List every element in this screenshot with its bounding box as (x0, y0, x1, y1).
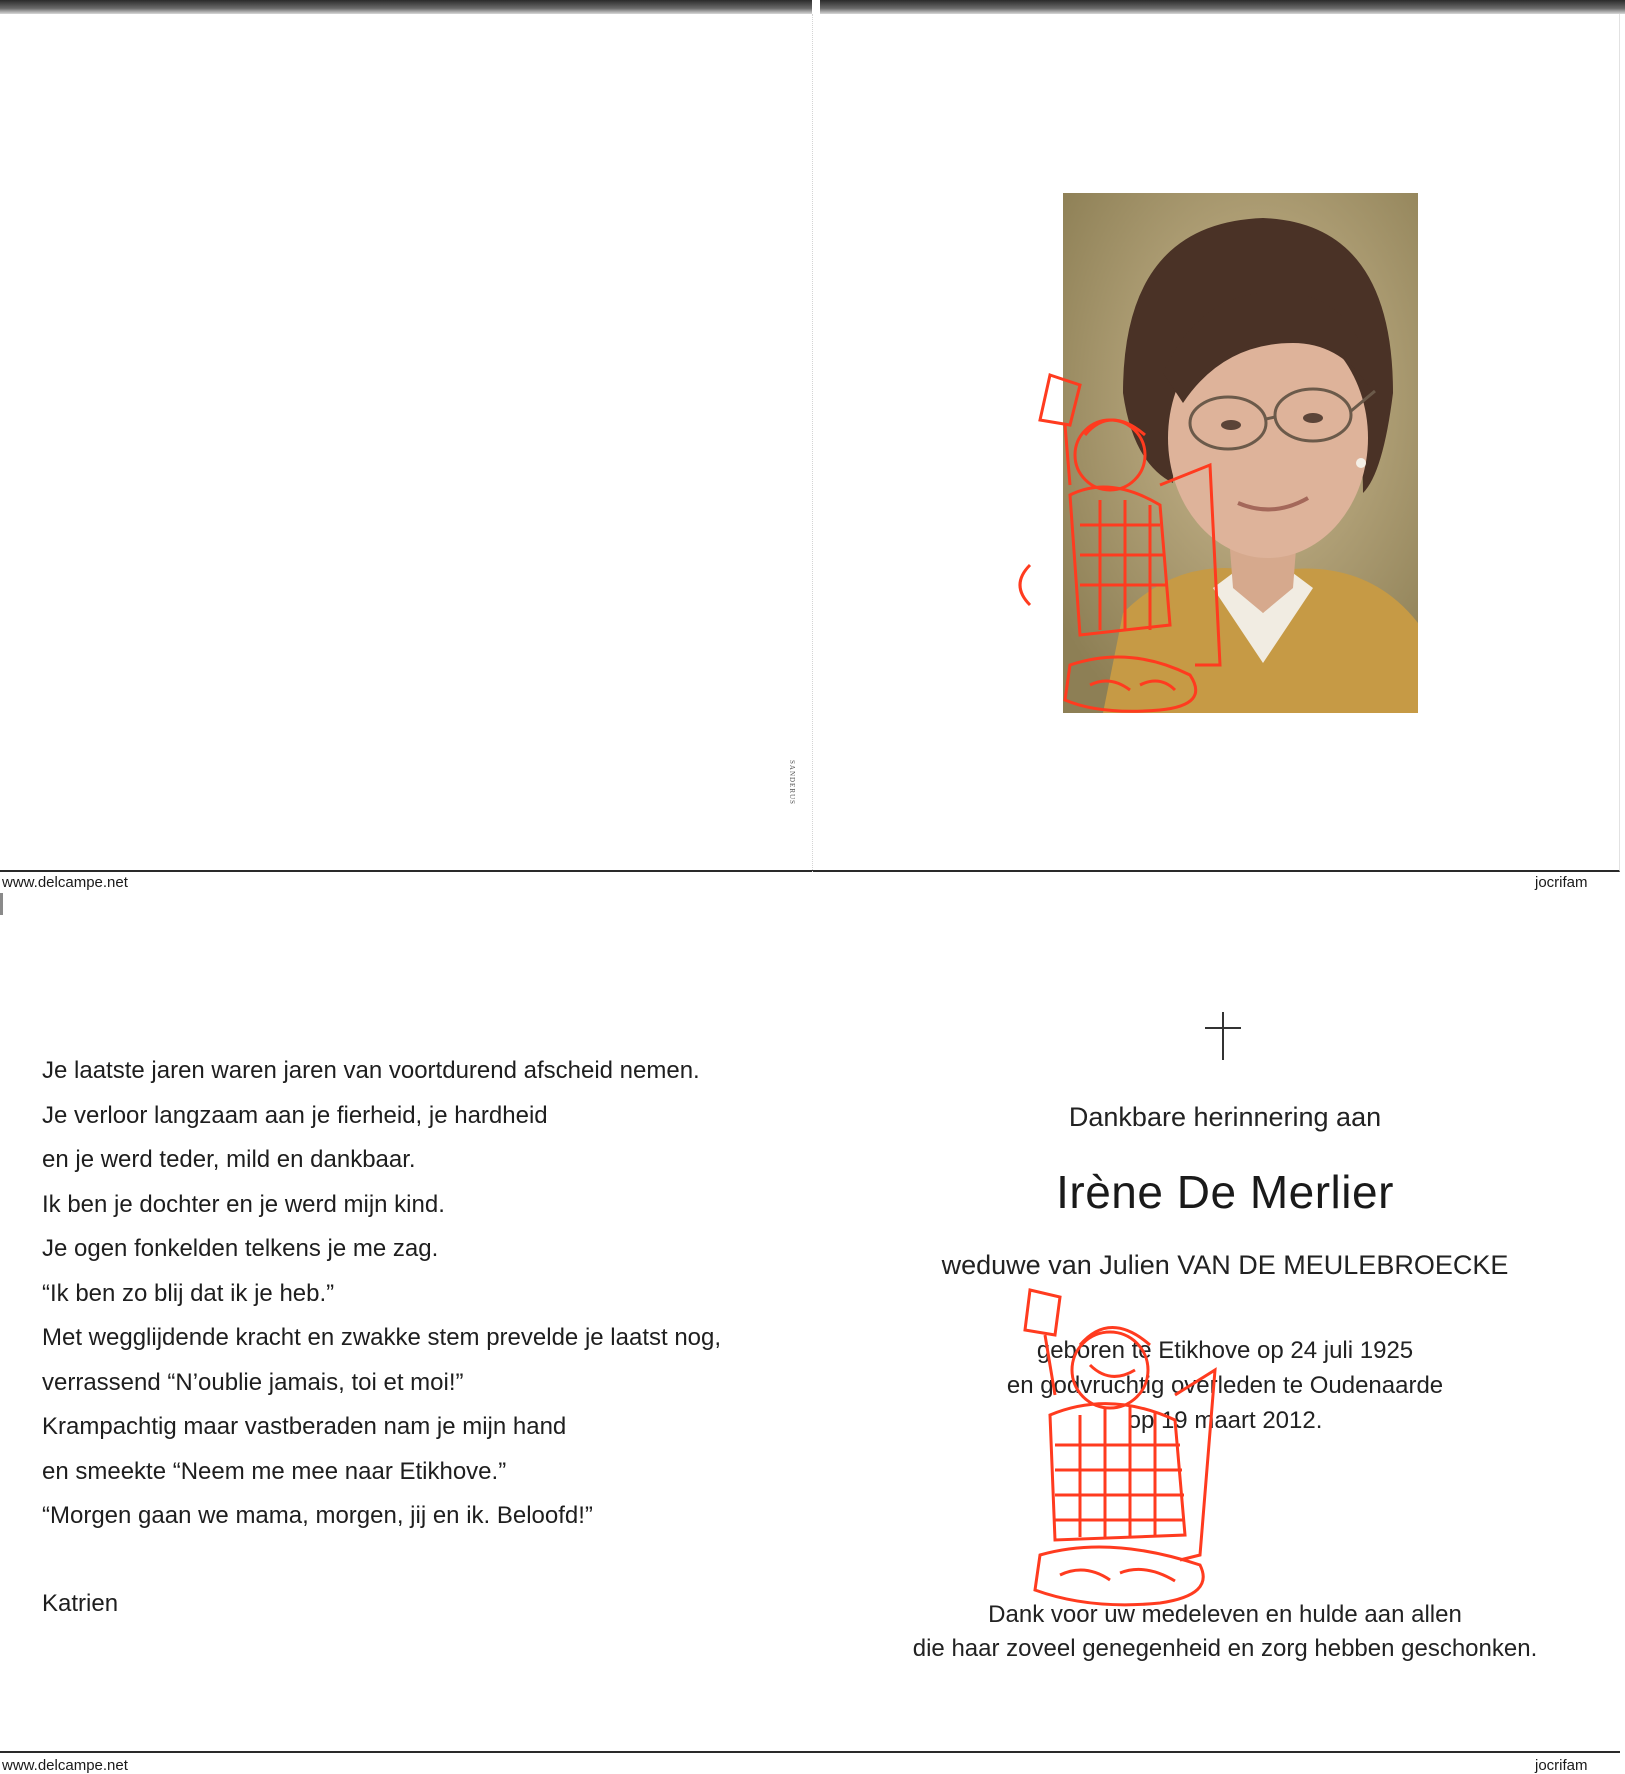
deceased-name: Irène De Merlier (1056, 1166, 1394, 1218)
died-line: en godvruchtig overleden te Oudenaarde (1006, 1372, 1444, 1399)
card-fold-line (812, 14, 813, 872)
thanks-line: die haar zoveel genegenheid en zorg hebben geschonken. (912, 1635, 1538, 1662)
cross-icon (1203, 1012, 1243, 1060)
thanks-message (900, 1598, 1550, 1666)
poem-line: Krampachtig maar vastberaden nam je mijn hand (42, 1413, 567, 1440)
scan-edge-mark (0, 893, 3, 915)
date-line: op 19 maart 2012. (1127, 1407, 1323, 1434)
poem-author: Katrien (42, 1590, 119, 1617)
poem-line: “Ik ben zo blij dat ik je heb.” (42, 1279, 335, 1307)
memorial-intro: Dankbare herinnering aan (1068, 1102, 1382, 1132)
poem-line: “Morgen gaan we mama, morgen, jij en ik. Beloofd!” (42, 1502, 593, 1529)
poem-line: verrassend “N’oublie jamais, toi et moi!” (42, 1368, 464, 1396)
poem-line: Je ogen fonkelden telkens je me zag. (42, 1235, 439, 1262)
gnome-stamp-icon (1010, 365, 1250, 725)
gnome-stamp-icon (1000, 1285, 1240, 1615)
poem (42, 1049, 802, 1539)
watermark-site-bottom: www.delcampe.net (2, 1757, 128, 1774)
thanks-line: Dank voor uw medeleven en hulde aan allen (988, 1601, 1462, 1628)
watermark-seller: jocrifam (1535, 874, 1588, 891)
poem-line: Ik ben je dochter en je werd mijn kind. (42, 1190, 445, 1218)
poem-line: en je werd teder, mild en dankbaar. (42, 1146, 416, 1173)
printer-mark (776, 760, 806, 830)
poem-line: Je verloor langzaam aan je fierheid, je hardheid (42, 1101, 548, 1129)
born-line: geboren te Etikhove op 24 juli 1925 (1036, 1337, 1414, 1364)
printer-mark-label: SANDERUS (788, 760, 796, 805)
poem-line: en smeekte “Neem me mee naar Etikhove.” (42, 1457, 507, 1485)
watermark-site: www.delcampe.net (2, 874, 128, 891)
poem-line: Je laatste jaren waren jaren van voortdurend afscheid nemen. (42, 1057, 700, 1084)
watermark-seller-bottom: jocrifam (1535, 1757, 1588, 1774)
widow-of: weduwe van Julien VAN DE MEULEBROECKE (941, 1250, 1509, 1280)
poem-line: Met wegglijdende kracht en zwakke stem prevelde je laatst nog, (42, 1324, 722, 1351)
